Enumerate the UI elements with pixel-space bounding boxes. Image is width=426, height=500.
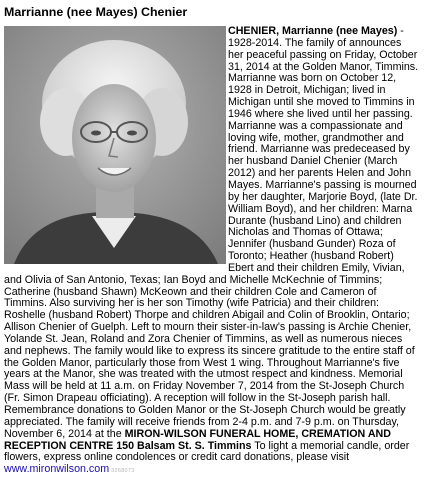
page-title: Marrianne (nee Mayes) Chenier [4,5,188,19]
funeral-home-name: MIRON-WILSON FUNERAL HOME, CREMATION AND RECEPTION CENTRE 150 Balsam St. S. Timmins [4,427,391,452]
obituary-body [4,26,419,478]
deceased-name: CHENIER, Marrianne (nee Mayes) [228,25,398,37]
photo-spacer [4,26,228,263]
closing-text: To light a memorial candle, order flowers, express online condolences or credit card donations, please visit [4,439,410,464]
obituary-text: - 1928-2014. The family of announces her peaceful passing on Friday, October 31, 2014 at the Golden Manor, Timmins. Marrianne was born on October 12, 1928 in Detroit, Michigan; lived in Michigan until she moved to Timmins in 1946 where she lived until her passing. Marrianne was a compassionate and loving wife, mother, grandmother and friend. Marrianne was predeceased by her husband Daniel Chenier (March 2012) and her parents Helen and John Mayes. Marrianne's passing is mourned by her daughter, Marjorie Boyd, (late Dr. William Boyd), and her children: Marna Durante (husband Lino) and children Nicholas and Thomas of Ottawa; Jennifer (husband Gunder) Roza of Toronto; Heather (husband Robert) Ebert and their children Emily, Vivian, and Olivia of San Antonio, Texas; Ian Boyd and Michelle McKechnie of Timmins; Catherine (husband Shawn) McKeown and their children Cole and Cameron of Timmins. Also surviving her is her son Timothy (wife Patricia) and their children: Roshelle (husband Robert) Thorpe and children Abigail and Colin of Brooklin, Ontario; Allison Chenier of Guelph. Left to mourn their sister-in-law's passing is Archie Chenier, Yolande St. Jean, Roland and Zora Chenier of Timmins, as well as numerous nieces and nephews. The family would like to express its sincere gratitude to the entire staff of the Golden Manor, particularly those from West 1 wing. Throughout Marrianne's five years at the Manor, she was treated with the utmost respect and kindness. Memorial Mass will be held at 11 a.m. on Friday November 7, 2014 from the St-Joseph Church (Fr. Simon Drapeau officiating). A reception will follow in the St-Joseph parish hall. Remembrance donations to Golden Manor or the St-Joseph Church would be greatly appreciated. The family will receive friends from 2-4 p.m. and 7-9 p.m. on Thursday, November 6, 2014 at the [4,25,419,440]
funeral-home-link[interactable]: www.mironwilson.com [4,463,110,476]
watermark-id: 3268073 [111,468,135,475]
